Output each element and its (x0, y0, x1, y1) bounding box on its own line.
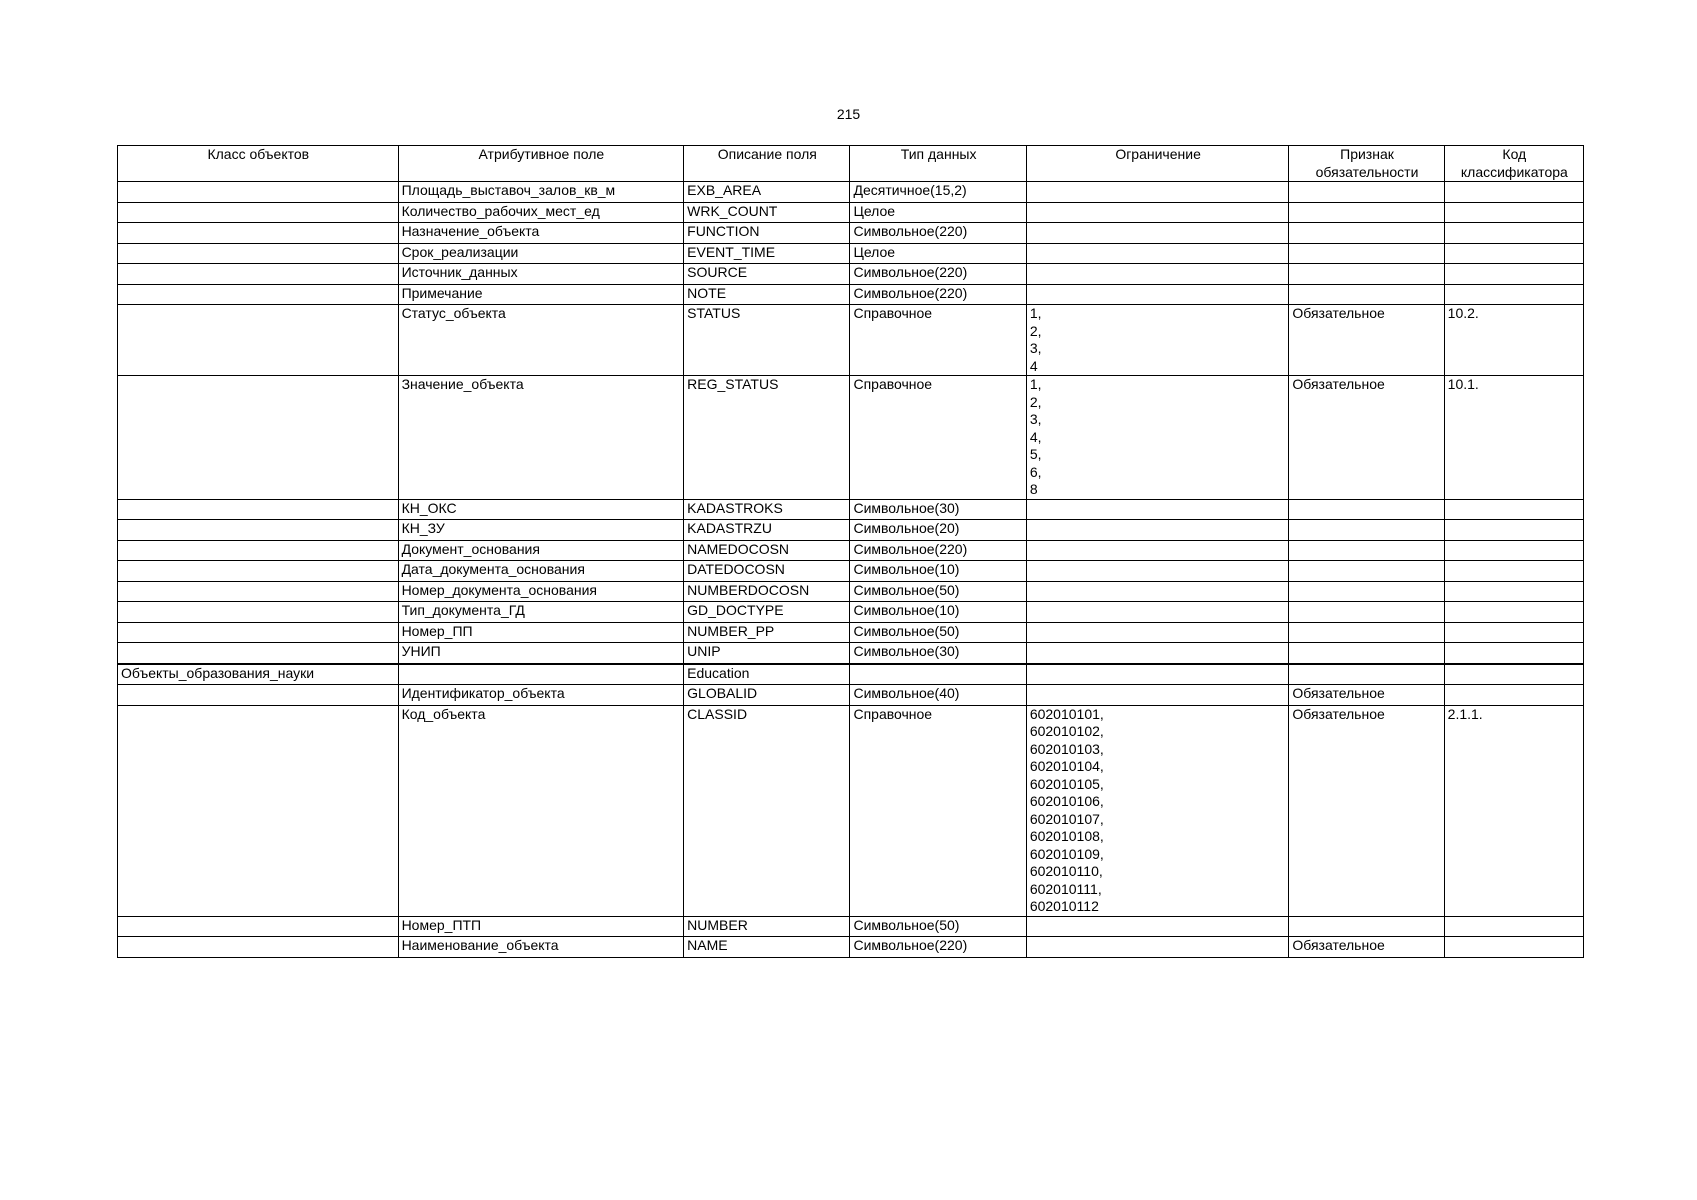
header-attribute-field: Атрибутивное поле (398, 146, 684, 182)
cell-mandatory-flag (1289, 182, 1444, 203)
table-header-row (118, 146, 1584, 182)
cell-mandatory-flag: Обязательное (1289, 937, 1444, 958)
table-row (118, 520, 1584, 541)
cell-object-class (118, 264, 399, 285)
cell-classifier-code: 2.1.1. (1444, 705, 1583, 916)
table-row (118, 540, 1584, 561)
cell-field-description: WRK_COUNT (684, 202, 850, 223)
header-classifier-code: Код классификатора (1444, 146, 1583, 182)
cell-object-class (118, 284, 399, 305)
cell-restriction (1026, 602, 1289, 623)
cell-attribute-field: Идентификатор_объекта (398, 685, 684, 706)
cell-mandatory-flag (1289, 622, 1444, 643)
cell-classifier-code (1444, 182, 1583, 203)
cell-data-type: Справочное (850, 376, 1026, 500)
cell-object-class (118, 705, 399, 916)
cell-mandatory-flag (1289, 223, 1444, 244)
cell-field-description: Education (684, 664, 850, 685)
table-row (118, 685, 1584, 706)
cell-field-description: KADASTRZU (684, 520, 850, 541)
cell-field-description: GLOBALID (684, 685, 850, 706)
cell-attribute-field: КН_ОКС (398, 499, 684, 520)
cell-classifier-code (1444, 520, 1583, 541)
cell-restriction (1026, 284, 1289, 305)
cell-classifier-code (1444, 284, 1583, 305)
table-row (118, 581, 1584, 602)
cell-data-type: Символьное(30) (850, 499, 1026, 520)
cell-restriction: 1, 2, 3, 4, 5, 6, 8 (1026, 376, 1289, 500)
cell-restriction (1026, 243, 1289, 264)
cell-data-type: Символьное(220) (850, 937, 1026, 958)
cell-restriction (1026, 223, 1289, 244)
cell-attribute-field: Значение_объекта (398, 376, 684, 500)
cell-object-class (118, 622, 399, 643)
table-row (118, 264, 1584, 285)
cell-attribute-field: Площадь_выставоч_залов_кв_м (398, 182, 684, 203)
cell-data-type: Символьное(220) (850, 223, 1026, 244)
cell-restriction (1026, 182, 1289, 203)
cell-classifier-code (1444, 223, 1583, 244)
cell-field-description: NUMBER (684, 916, 850, 937)
header-mandatory-flag: Признак обязательности (1289, 146, 1444, 182)
cell-field-description: NUMBER_PP (684, 622, 850, 643)
cell-restriction (1026, 540, 1289, 561)
cell-data-type: Символьное(50) (850, 622, 1026, 643)
cell-field-description: FUNCTION (684, 223, 850, 244)
cell-data-type: Символьное(20) (850, 520, 1026, 541)
cell-mandatory-flag (1289, 561, 1444, 582)
cell-mandatory-flag (1289, 264, 1444, 285)
cell-mandatory-flag (1289, 499, 1444, 520)
cell-data-type: Символьное(50) (850, 916, 1026, 937)
table-row (118, 499, 1584, 520)
cell-object-class (118, 540, 399, 561)
cell-mandatory-flag: Обязательное (1289, 685, 1444, 706)
cell-object-class (118, 305, 399, 376)
cell-object-class (118, 643, 399, 664)
cell-field-description: GD_DOCTYPE (684, 602, 850, 623)
cell-restriction (1026, 264, 1289, 285)
table-row (118, 376, 1584, 500)
cell-data-type: Десятичное(15,2) (850, 182, 1026, 203)
cell-object-class (118, 202, 399, 223)
cell-classifier-code (1444, 499, 1583, 520)
cell-data-type: Символьное(220) (850, 264, 1026, 285)
cell-mandatory-flag (1289, 602, 1444, 623)
table-row (118, 705, 1584, 916)
cell-mandatory-flag: Обязательное (1289, 705, 1444, 916)
cell-field-description: REG_STATUS (684, 376, 850, 500)
cell-mandatory-flag (1289, 664, 1444, 685)
cell-field-description: STATUS (684, 305, 850, 376)
cell-restriction: 602010101, 602010102, 602010103, 602010104, 602010105, 602010106, 602010107, 602010108, 602010109, 602010110, 602010111, 602010112 (1026, 705, 1289, 916)
cell-field-description: KADASTROKS (684, 499, 850, 520)
cell-object-class (118, 182, 399, 203)
cell-attribute-field: Номер_ПП (398, 622, 684, 643)
cell-data-type: Целое (850, 243, 1026, 264)
cell-classifier-code: 10.1. (1444, 376, 1583, 500)
table-row (118, 305, 1584, 376)
header-field-description: Описание поля (684, 146, 850, 182)
cell-attribute-field: Тип_документа_ГД (398, 602, 684, 623)
cell-classifier-code (1444, 622, 1583, 643)
table-row (118, 182, 1584, 203)
cell-data-type: Символьное(220) (850, 540, 1026, 561)
cell-attribute-field (398, 664, 684, 685)
cell-attribute-field: Примечание (398, 284, 684, 305)
cell-field-description: DATEDOCOSN (684, 561, 850, 582)
cell-attribute-field: УНИП (398, 643, 684, 664)
cell-data-type (850, 664, 1026, 685)
cell-restriction (1026, 916, 1289, 937)
cell-restriction (1026, 202, 1289, 223)
cell-mandatory-flag (1289, 540, 1444, 561)
cell-restriction (1026, 581, 1289, 602)
table-row (118, 223, 1584, 244)
cell-restriction (1026, 499, 1289, 520)
cell-attribute-field: Наименование_объекта (398, 937, 684, 958)
cell-classifier-code (1444, 916, 1583, 937)
cell-restriction (1026, 685, 1289, 706)
cell-field-description: EVENT_TIME (684, 243, 850, 264)
cell-classifier-code (1444, 643, 1583, 664)
cell-restriction (1026, 622, 1289, 643)
cell-field-description: NOTE (684, 284, 850, 305)
cell-restriction (1026, 937, 1289, 958)
cell-data-type: Справочное (850, 705, 1026, 916)
cell-restriction (1026, 664, 1289, 685)
cell-field-description: SOURCE (684, 264, 850, 285)
page-number: 215 (836, 106, 861, 122)
cell-object-class (118, 376, 399, 500)
cell-object-class: Объекты_образования_науки (118, 664, 399, 685)
cell-mandatory-flag (1289, 643, 1444, 664)
cell-field-description: NAME (684, 937, 850, 958)
cell-data-type: Справочное (850, 305, 1026, 376)
table-row (118, 937, 1584, 958)
table-row (118, 602, 1584, 623)
cell-classifier-code (1444, 202, 1583, 223)
table-row (118, 916, 1584, 937)
cell-object-class (118, 937, 399, 958)
cell-mandatory-flag: Обязательное (1289, 305, 1444, 376)
cell-object-class (118, 916, 399, 937)
cell-attribute-field: Код_объекта (398, 705, 684, 916)
cell-classifier-code (1444, 685, 1583, 706)
cell-mandatory-flag (1289, 520, 1444, 541)
header-data-type: Тип данных (850, 146, 1026, 182)
cell-data-type: Символьное(10) (850, 561, 1026, 582)
table-row (118, 284, 1584, 305)
cell-mandatory-flag: Обязательное (1289, 376, 1444, 500)
cell-object-class (118, 243, 399, 264)
header-restriction: Ограничение (1026, 146, 1289, 182)
cell-mandatory-flag (1289, 243, 1444, 264)
cell-mandatory-flag (1289, 916, 1444, 937)
cell-classifier-code (1444, 937, 1583, 958)
cell-data-type: Символьное(10) (850, 602, 1026, 623)
cell-classifier-code: 10.2. (1444, 305, 1583, 376)
table-row (118, 243, 1584, 264)
cell-field-description: EXB_AREA (684, 182, 850, 203)
table-row (118, 664, 1584, 685)
cell-attribute-field: Количество_рабочих_мест_ед (398, 202, 684, 223)
cell-object-class (118, 685, 399, 706)
cell-field-description: CLASSID (684, 705, 850, 916)
table-row (118, 622, 1584, 643)
cell-classifier-code (1444, 264, 1583, 285)
table-row (118, 643, 1584, 664)
table-row (118, 561, 1584, 582)
cell-data-type: Символьное(30) (850, 643, 1026, 664)
cell-attribute-field: Источник_данных (398, 264, 684, 285)
cell-attribute-field: КН_ЗУ (398, 520, 684, 541)
cell-restriction (1026, 520, 1289, 541)
cell-data-type: Символьное(50) (850, 581, 1026, 602)
cell-classifier-code (1444, 664, 1583, 685)
cell-data-type: Символьное(220) (850, 284, 1026, 305)
attribute-table (117, 145, 1584, 958)
cell-classifier-code (1444, 540, 1583, 561)
cell-restriction: 1, 2, 3, 4 (1026, 305, 1289, 376)
cell-field-description: UNIP (684, 643, 850, 664)
table-body (118, 182, 1584, 958)
cell-attribute-field: Статус_объекта (398, 305, 684, 376)
cell-data-type: Символьное(40) (850, 685, 1026, 706)
cell-object-class (118, 561, 399, 582)
cell-attribute-field: Номер_документа_основания (398, 581, 684, 602)
cell-mandatory-flag (1289, 284, 1444, 305)
cell-attribute-field: Назначение_объекта (398, 223, 684, 244)
cell-mandatory-flag (1289, 581, 1444, 602)
cell-attribute-field: Дата_документа_основания (398, 561, 684, 582)
cell-attribute-field: Срок_реализации (398, 243, 684, 264)
cell-classifier-code (1444, 561, 1583, 582)
cell-object-class (118, 223, 399, 244)
cell-data-type: Целое (850, 202, 1026, 223)
cell-object-class (118, 581, 399, 602)
cell-classifier-code (1444, 602, 1583, 623)
cell-field-description: NAMEDOCOSN (684, 540, 850, 561)
cell-field-description: NUMBERDOCOSN (684, 581, 850, 602)
cell-restriction (1026, 561, 1289, 582)
header-object-class: Класс объектов (118, 146, 399, 182)
cell-attribute-field: Номер_ПТП (398, 916, 684, 937)
table-row (118, 202, 1584, 223)
cell-attribute-field: Документ_основания (398, 540, 684, 561)
cell-classifier-code (1444, 243, 1583, 264)
cell-object-class (118, 499, 399, 520)
cell-classifier-code (1444, 581, 1583, 602)
cell-restriction (1026, 643, 1289, 664)
cell-mandatory-flag (1289, 202, 1444, 223)
cell-object-class (118, 602, 399, 623)
cell-object-class (118, 520, 399, 541)
